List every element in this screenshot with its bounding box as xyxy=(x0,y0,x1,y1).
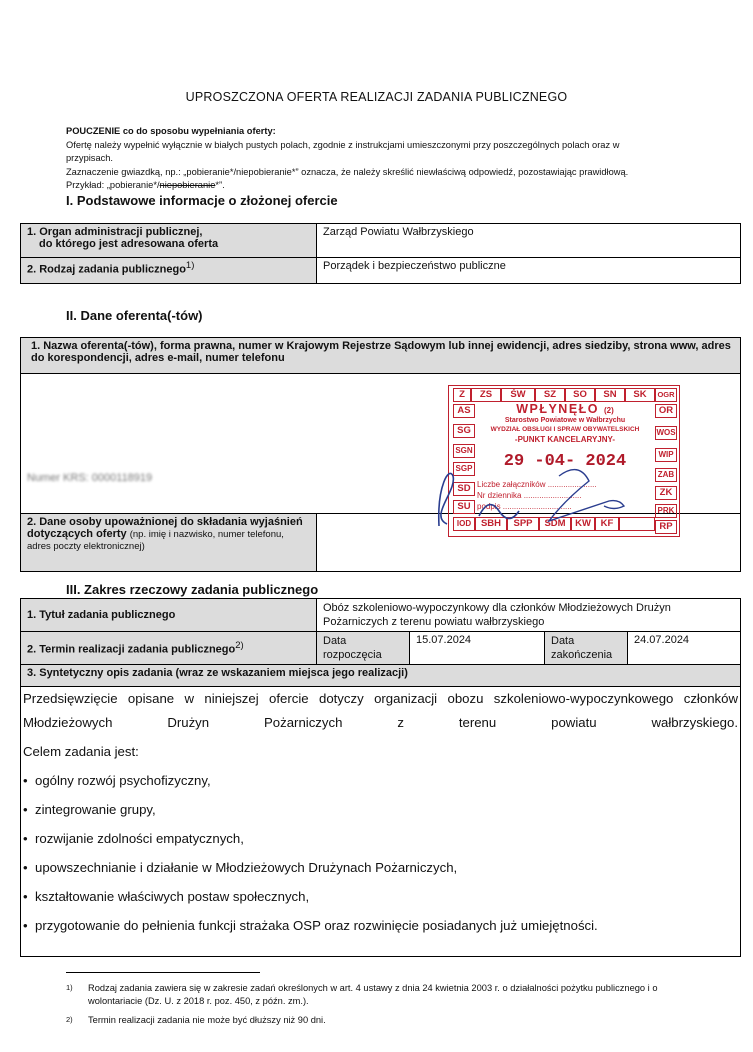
stamp-code: WOS xyxy=(655,426,677,440)
stamp-code: SPP xyxy=(507,517,539,531)
stamp-code: SU xyxy=(453,500,475,514)
stamp-code: ZS xyxy=(471,388,501,402)
section-3-heading: III. Zakres rzeczowy zadania publicznego xyxy=(66,582,319,597)
instructions-line-1: Ofertę należy wypełnić wyłącznie w białych pustych polach, zgodnie z instrukcjami umieszczonymi przy poszczególnych polach oraz w przypisach. xyxy=(66,139,620,163)
footnote-separator xyxy=(66,972,260,973)
task-title-label: 1. Tytuł zadania publicznego xyxy=(21,599,317,632)
stamp-point: -PUNKT KANCELARYJNY- xyxy=(514,435,616,444)
start-date-value: 15.07.2024 xyxy=(410,632,545,665)
section-3-table xyxy=(20,598,741,687)
stamp-date: 29 -04- 2024 xyxy=(503,452,627,471)
stamp-office: Starostwo Powiatowe w Wałbrzychu xyxy=(504,417,626,424)
task-description xyxy=(20,687,741,957)
stamp-code: SZ xyxy=(535,388,565,402)
stamp-code: KF xyxy=(595,517,619,531)
section-1-table xyxy=(20,223,741,284)
stamp-code: ŚW xyxy=(501,388,535,402)
document-title: UPROSZCZONA OFERTA REALIZACJI ZADANIA PUBLICZNEGO xyxy=(185,90,568,104)
stamp-attachments: Liczbe załączników ...................... xyxy=(477,480,597,489)
offeror-data-obscured: Numer KRS: 0000118919 xyxy=(27,472,153,484)
stamp-code: SO xyxy=(565,388,595,402)
goal-item: • zintegrowanie grupy, xyxy=(23,802,156,817)
section-2-heading: II. Dane oferenta(-tów) xyxy=(66,308,203,323)
organ-value: Zarząd Powiatu Wałbrzyskiego xyxy=(317,224,741,258)
goal-item: • kształtowanie właściwych postaw społecznych, xyxy=(23,889,310,904)
stamp-code: AS xyxy=(453,404,475,418)
contact-person-label: 2. Dane osoby upoważnionej do składania wyjaśnień dotyczących oferty (np. imię i nazwisko, numer telefonu, adres poczty elektronicznej) xyxy=(21,514,317,572)
stamp-code: SGN xyxy=(453,444,475,458)
offeror-name-label: 1. Nazwa oferenta(-tów), forma prawna, numer w Krajowym Rejestrze Sądowym lub innej ewidencji, adres siedziby, strona www, adres do korespondencji, adres e-mail, numer telefonu xyxy=(21,338,741,374)
task-title-value: Obóz szkoleniowo-wypoczynkowy dla członków Młodzieżowych Drużyn Pożarniczych z terenu powiatu wałbrzyskiego xyxy=(317,599,741,632)
stamp-code: SDM xyxy=(539,517,571,531)
stamp-code: KW xyxy=(571,517,595,531)
section-1-heading: I. Podstawowe informacje o złożonej ofercie xyxy=(66,193,338,208)
incoming-stamp xyxy=(448,385,680,537)
stamp-code: SGP xyxy=(453,462,475,476)
stamp-code: SG xyxy=(453,424,475,438)
description-intro: Przedsięwzięcie opisane w niniejszej ofercie dotyczy organizacji obozu szkoleniowo-wypoczynkowego członków Młodzieżowych Drużyn Pożarniczych z terenu powiatu wałbrzyskiego. xyxy=(23,691,738,730)
end-date-value: 24.07.2024 xyxy=(628,632,741,665)
stamp-code: IOD xyxy=(453,517,475,531)
handwritten-signature xyxy=(419,446,649,536)
stamp-register-number: Nr dziennika .......................... xyxy=(477,491,582,500)
instructions-block xyxy=(66,125,666,193)
goal-item: • upowszechnianie i działanie w Młodzieżowych Drużynach Pożarniczych, xyxy=(23,860,458,875)
stamp-code: ZK xyxy=(655,486,677,500)
footnote-2: 2) Termin realizacji zadania nie może być dłuższy niż 90 dni. xyxy=(66,1015,326,1025)
start-date-label: Data rozpoczęcia xyxy=(317,632,410,665)
stamp-code: OGR xyxy=(655,388,677,402)
stamp-code: PRK xyxy=(655,504,677,518)
stamp-signature-field: podpis ............................... xyxy=(477,502,572,511)
goal-item: • przygotowanie do pełnienia funkcji strażaka OSP oraz rozwinięcie posiadanych już umiejętności. xyxy=(23,918,598,933)
instructions-heading: POUCZENIE co do sposobu wypełniania oferty: xyxy=(66,126,276,136)
stamp-code: ZAB xyxy=(655,468,677,482)
stamp-code: SD xyxy=(453,482,475,496)
stamp-code: SBH xyxy=(475,517,507,531)
goal-item: • ogólny rozwój psychofizyczny, xyxy=(23,773,211,788)
goal-heading: Celem zadania jest: xyxy=(23,744,139,759)
stamp-code: RP xyxy=(655,520,677,534)
organ-label: 1. Organ administracji publicznej, do którego jest adresowana oferta xyxy=(21,224,317,258)
task-period-label: 2. Termin realizacji zadania publicznego$^{2)}$ xyxy=(21,632,317,665)
goal-item: • rozwijanie zdolności empatycznych, xyxy=(23,831,244,846)
stamp-code: OR xyxy=(655,404,677,418)
stamp-code: SK xyxy=(625,388,655,402)
stamp-department: WYDZIAŁ OBSŁUGI I SPRAW OBYWATELSKICH xyxy=(490,426,640,433)
stamp-title: WPŁYNĘŁO (2) xyxy=(516,402,614,416)
end-date-label: Data zakończenia xyxy=(545,632,628,665)
task-description-label: 3. Syntetyczny opis zadania (wraz ze wskazaniem miejsca jego realizacji) xyxy=(21,665,741,687)
task-type-label: 2. Rodzaj zadania publicznego$^{1)}$ xyxy=(21,258,317,284)
stamp-code: SN xyxy=(595,388,625,402)
stamp-code: WIP xyxy=(655,448,677,462)
stamp-code: Z xyxy=(453,388,471,402)
instructions-line-2: Zaznaczenie gwiazdką, np.: „pobieranie*/niepobieranie*” oznacza, że należy skreślić niewłaściwą odpowiedź, pozostawiając prawidłową. Przykład: „pobieranie*/niepobieranie*”. xyxy=(66,166,629,190)
footnote-1: 1) Rodzaj zadania zawiera się w zakresie zadań określonych w art. 4 ustawy z dnia 24 kwietnia 2003 r. o działalności pożytku publicznego i o wolontariacie (Dz. U. z 2018 r. poz. 450, z późn. zm.). xyxy=(66,983,658,1006)
task-type-value: Porządek i bezpieczeństwo publiczne xyxy=(317,258,741,284)
